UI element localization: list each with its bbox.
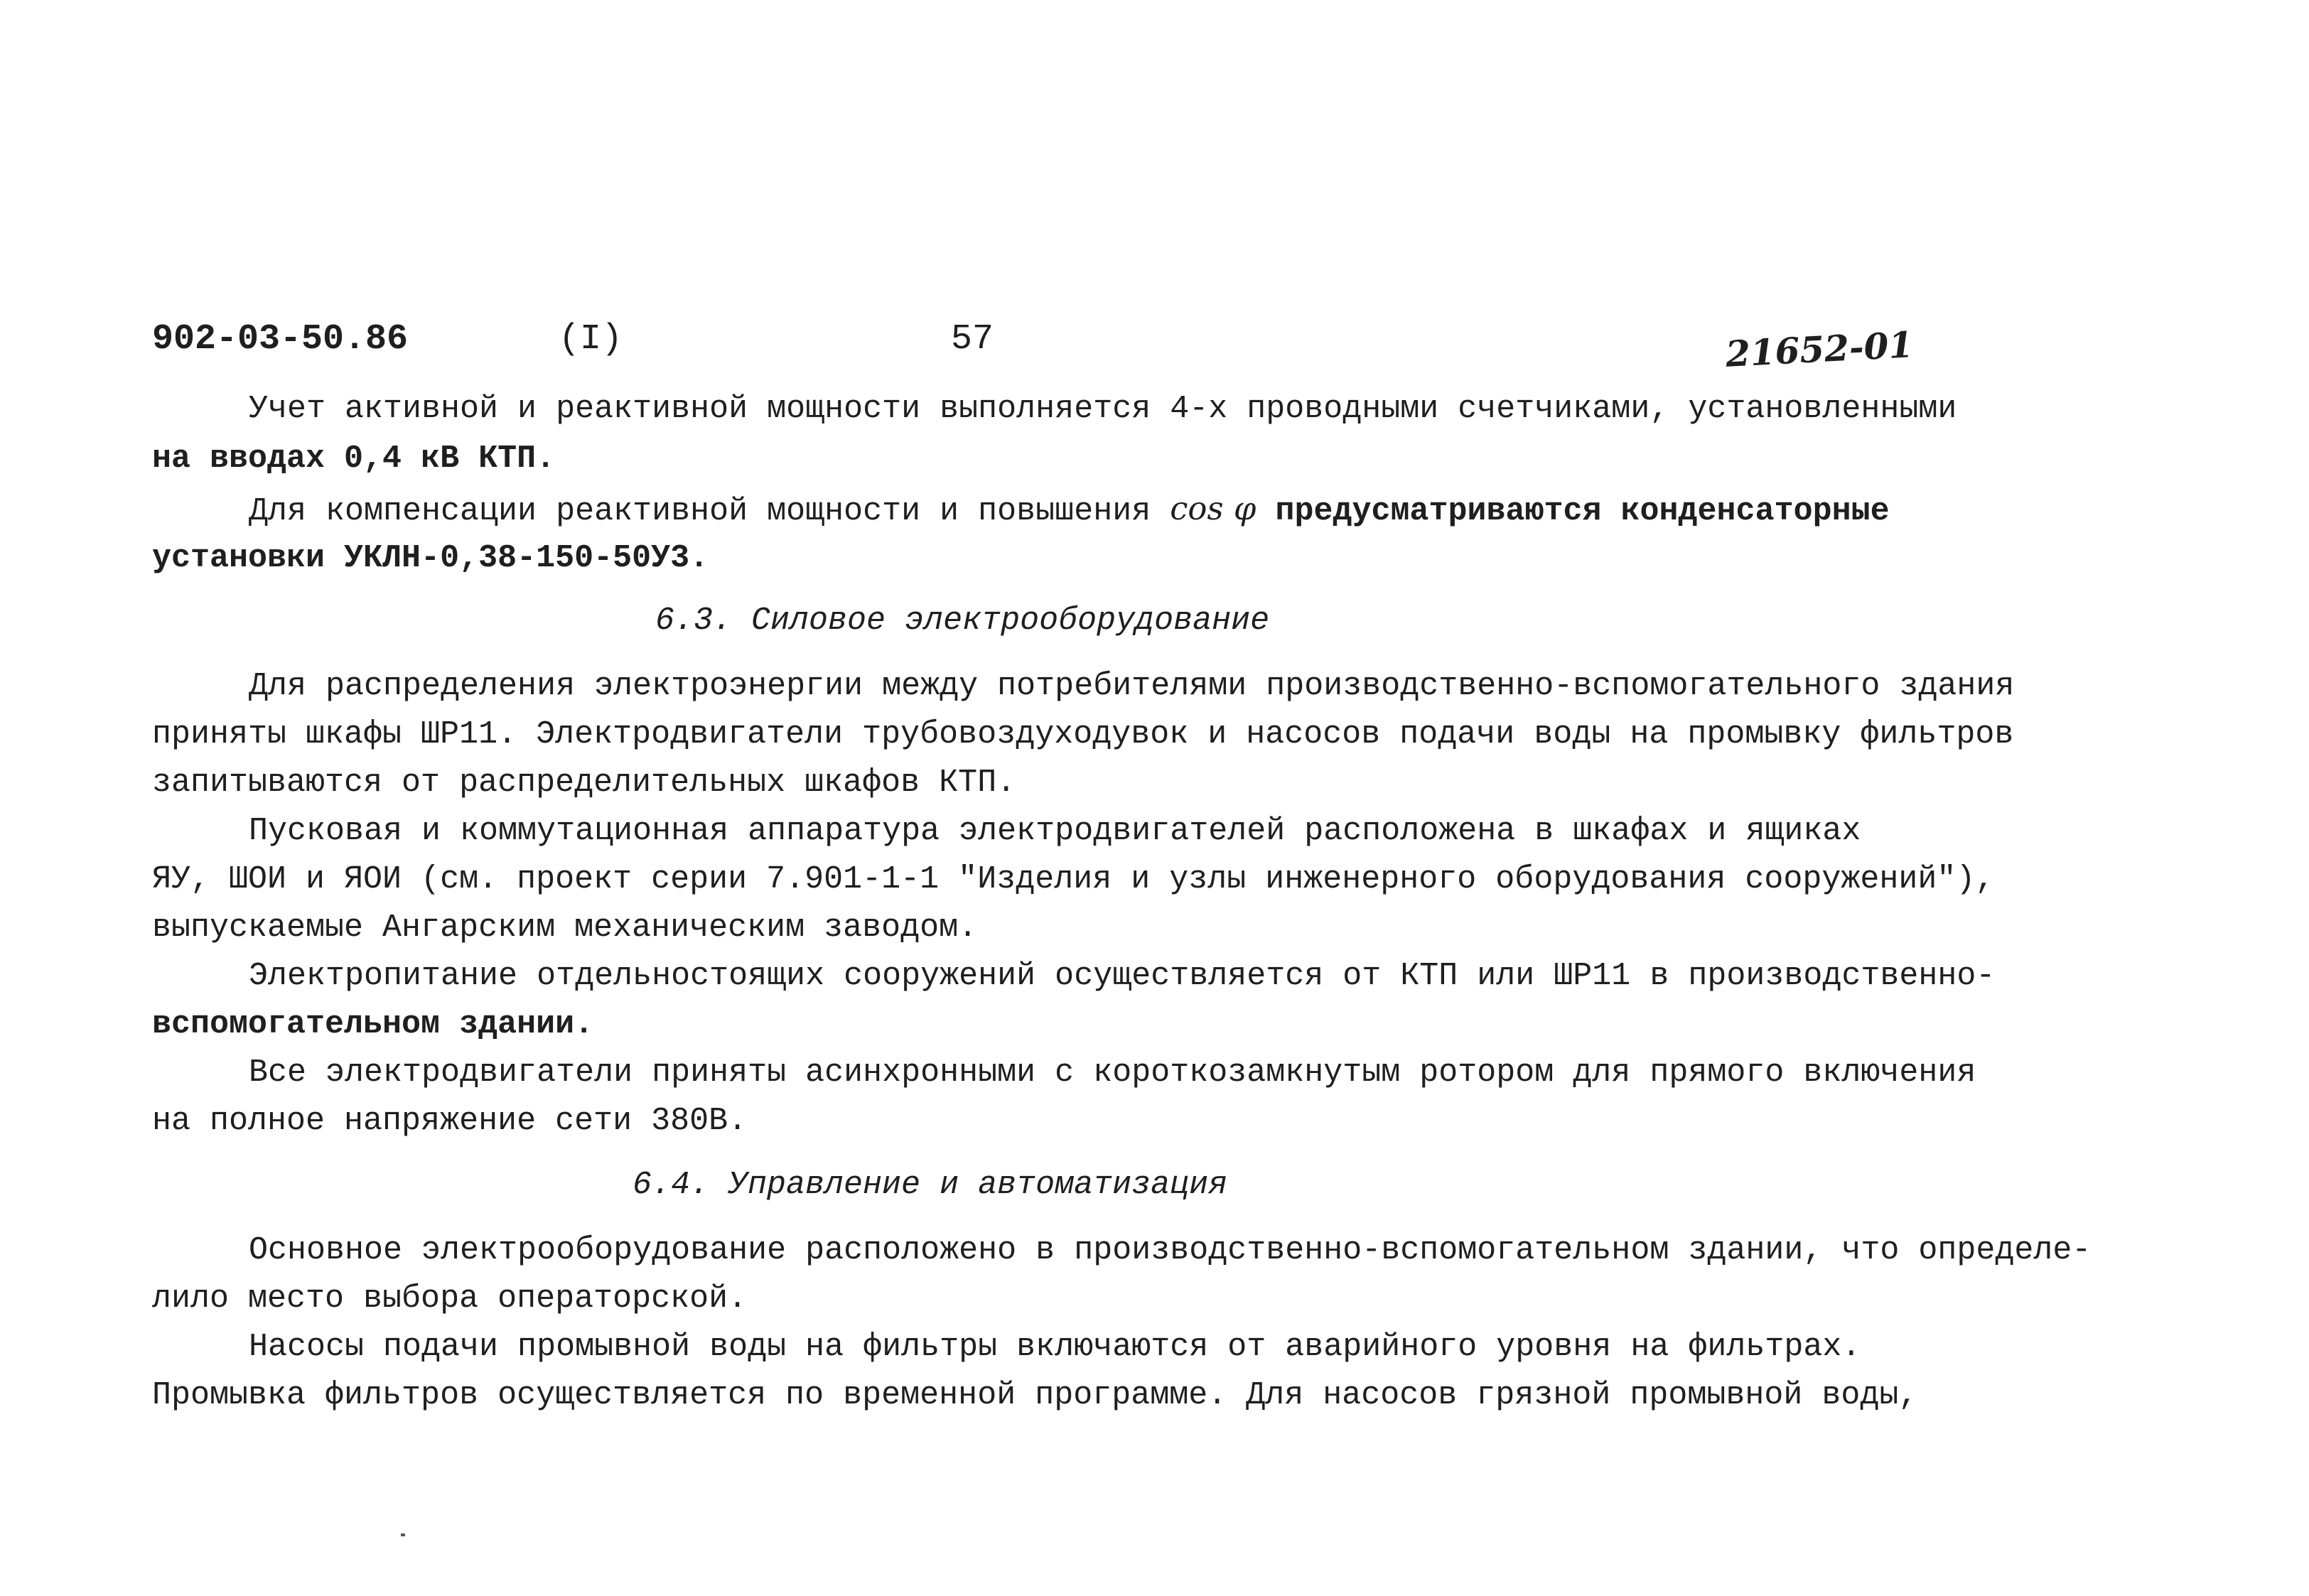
paragraph-line: на полное напряжение сети 380В. <box>152 1103 748 1139</box>
paragraph-line: запитываются от распределительных шкафов КТП. <box>152 765 1016 801</box>
text-fragment: предусматриваются конденсаторные <box>1275 493 1890 529</box>
paragraph-line: Пусковая и коммутационная аппаратура электродвигателей расположена в шкафах и ящиках <box>249 813 1861 849</box>
paragraph-line: на вводах 0,4 кВ КТП. <box>152 441 556 477</box>
section-heading-6-3: 6.3. Силовое электрооборудование <box>655 603 1270 639</box>
paragraph-line: вспомогательном здании. <box>152 1006 594 1042</box>
paragraph-line: Промывка фильтров осуществляется по временной программе. Для насосов грязной промывной воды, <box>152 1377 1918 1413</box>
paragraph-line-cos <box>249 489 1890 532</box>
scan-speck <box>401 1533 405 1536</box>
paragraph-line: выпускаемые Ангарским механическим заводом. <box>152 910 978 946</box>
paragraph-line: приняты шкафы ШР11. Электродвигатели трубовоздуходувок и насосов подачи воды на промывку фильтров <box>152 716 2014 753</box>
paragraph-line: Электропитание отдельностоящих сооружений осуществляется от КТП или ШР11 в производственно- <box>249 958 1996 994</box>
paragraph-line: установки УКЛН-0,38-150-50У3. <box>152 540 709 576</box>
paragraph-line: Все электродвигатели приняты асинхронными с короткозамкнутым ротором для прямого включения <box>249 1055 1976 1091</box>
paragraph-line: Насосы подачи промывной воды на фильтры включаются от аварийного уровня на фильтрах. <box>249 1329 1861 1365</box>
text-fragment: Для компенсации реактивной мощности и повышения <box>249 493 1151 529</box>
section-heading-6-4: 6.4. Управление и автоматизация <box>633 1167 1228 1203</box>
handwritten-code: 21652-01 <box>1724 323 1915 375</box>
paragraph-line: Для распределения электроэнергии между потребителями производственно-вспомогательного здания <box>249 668 2015 704</box>
paragraph-line: Учет активной и реактивной мощности выполняется 4-х проводными счетчиками, установленными <box>249 391 1957 427</box>
paragraph-line: Основное электрооборудование расположено в производственно-вспомогательном здании, что определе- <box>249 1232 2092 1268</box>
document-code: 902-03-50.86 <box>152 319 409 360</box>
paragraph-line: ЯУ, ШОИ и ЯОИ (см. проект серии 7.901-1-1 "Изделия и узлы инженерного оборудования сооружений"), <box>152 861 1995 897</box>
cos-phi-symbol: cos φ <box>1170 490 1256 527</box>
paragraph-line: лило место выбора операторской. <box>152 1280 748 1317</box>
page-number: 57 <box>951 319 994 360</box>
volume-label: (I) <box>559 319 623 360</box>
